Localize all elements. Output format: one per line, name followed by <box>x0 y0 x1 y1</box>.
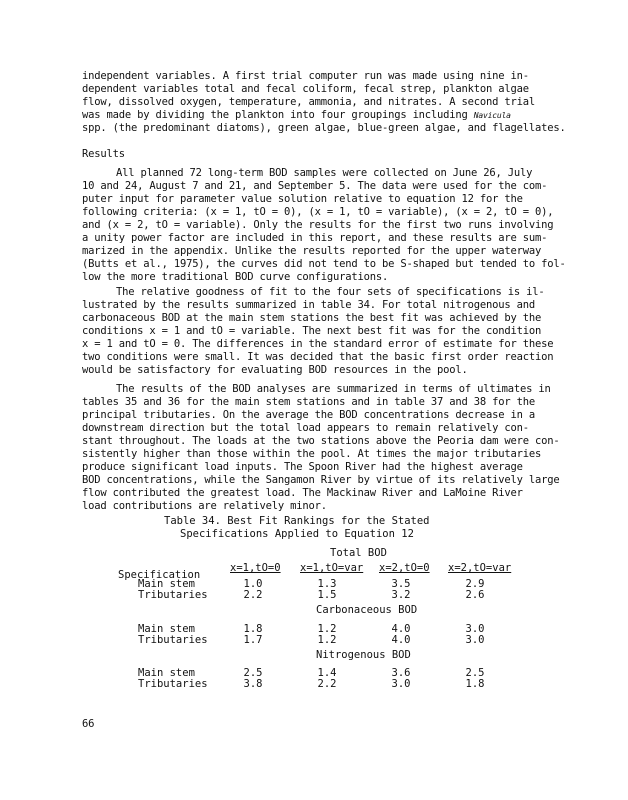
text-line: conditions x = 1 and tO = variable. The next best fit was for the condition <box>82 325 542 337</box>
table-cell: 2.9 <box>465 578 485 590</box>
table-cell: 3.2 <box>391 589 411 601</box>
text-line: dependent variables total and fecal coliform, fecal strep, plankton algae <box>82 83 529 95</box>
table-cell: 3.0 <box>465 634 485 646</box>
text-line: independent variables. A first trial computer run was made using nine in- <box>82 70 529 82</box>
text-line: principal tributaries. On the average the BOD concentrations decrease in a <box>82 409 535 421</box>
table-cell: 1.7 <box>243 634 263 646</box>
text-line: flow contributed the greatest load. The Mackinaw River and LaMoine River <box>82 487 523 499</box>
group-title: Carbonaceous BOD <box>316 604 418 616</box>
table-cell: 4.0 <box>391 634 411 646</box>
table-row <box>118 589 538 602</box>
intro-paragraph <box>82 70 566 135</box>
text-line: stant throughout. The loads at the two stations above the Peoria dam were con- <box>82 435 560 447</box>
text-line: load contributions are relatively minor. <box>82 500 327 512</box>
group-title: Nitrogenous BOD <box>316 649 411 661</box>
text-line: a unity power factor are included in this report, and these results are sum- <box>82 232 548 244</box>
text-line: two conditions were small. It was decided that the basic first order reaction <box>82 351 554 363</box>
text-line: spp. (the predominant diatoms), green algae, blue-green algae, and flagellates. <box>82 122 566 134</box>
column-header: x=2,tO=var <box>448 562 512 574</box>
table-cell: 3.0 <box>465 623 485 635</box>
results-paragraph-1 <box>82 167 566 284</box>
table-cell: 3.0 <box>391 678 411 690</box>
table-cell: 2.2 <box>317 678 337 690</box>
results-paragraph-3 <box>82 383 559 513</box>
text-line: low the more traditional BOD curve configurations. <box>82 271 389 283</box>
text-line: (Butts et al., 1975), the curves did not tend to be S-shaped but tended to fol- <box>82 258 566 270</box>
table-cell: 1.5 <box>317 589 337 601</box>
text-line: BOD concentrations, while the Sangamon River by virtue of its relatively large <box>82 474 560 486</box>
text-line <box>82 167 566 180</box>
row-label: Main stem <box>138 578 195 590</box>
table-cell: 1.3 <box>317 578 337 590</box>
table-cell: 3.8 <box>243 678 263 690</box>
text-line <box>82 286 553 299</box>
table-caption-line-1: Table 34. Best Fit Rankings for the Stated <box>164 515 430 527</box>
text-span: The results of the BOD analyses are summarized in terms of ultimates in <box>116 383 551 395</box>
text-line: flow, dissolved oxygen, temperature, ammonia, and nitrates. A second trial <box>82 96 535 108</box>
text-line: produce significant load inputs. The Spoon River had the highest average <box>82 461 523 473</box>
text-line: 10 and 24, August 7 and 21, and September 5. The data were used for the com- <box>82 180 548 192</box>
text-line: following criteria: (x = 1, tO = 0), (x = 1, tO = variable), (x = 2, tO = 0), <box>82 206 554 218</box>
text-line: marized in the appendix. Unlike the results reported for the upper waterway <box>82 245 542 257</box>
text-span: was made by dividing the plankton into four groupings including <box>82 109 468 121</box>
text-line: and (x = 2, tO = variable). Only the results for the first two runs involving <box>82 219 554 231</box>
page-number: 66 <box>82 718 95 730</box>
table-cell: 1.4 <box>317 667 337 679</box>
text-span: All planned 72 long-term BOD samples were collected on June 26, July <box>116 167 533 179</box>
table-cell: 4.0 <box>391 623 411 635</box>
table-caption-line-2: Specifications Applied to Equation 12 <box>180 528 414 540</box>
row-label: Tributaries <box>138 634 208 646</box>
table-cell: 2.5 <box>465 667 485 679</box>
text-line: would be satisfactory for evaluating BOD resources in the pool. <box>82 364 468 376</box>
text-line: carbonaceous BOD at the main stem stations the best fit was achieved by the <box>82 312 542 324</box>
text-line: puter input for parameter value solution relative to equation 12 for the <box>82 193 523 205</box>
table-cell: 1.2 <box>317 623 337 635</box>
column-header: x=1,tO=var <box>300 562 364 574</box>
table-34 <box>118 515 538 695</box>
text-line: sistently higher than those within the pool. At times the major tributaries <box>82 448 542 460</box>
row-label: Tributaries <box>138 678 208 690</box>
table-row <box>118 678 538 691</box>
section-heading: Results <box>82 148 125 160</box>
table-cell: 2.5 <box>243 667 263 679</box>
column-header: x=1,tO=0 <box>230 562 281 574</box>
specification-header: Specification <box>118 569 201 581</box>
text-line: lustrated by the results summarized in table 34. For total nitrogenous and <box>82 299 535 311</box>
row-label: Tributaries <box>138 589 208 601</box>
table-cell: 2.2 <box>243 589 263 601</box>
results-paragraph-2 <box>82 286 553 377</box>
table-cell: 1.0 <box>243 578 263 590</box>
italic-genus: Navicula <box>473 111 511 120</box>
table-cell: 3.5 <box>391 578 411 590</box>
table-row <box>118 634 538 647</box>
table-cell: 1.8 <box>243 623 263 635</box>
text-span: The relative goodness of fit to the four sets of specifications is il- <box>116 286 545 298</box>
row-label: Main stem <box>138 623 195 635</box>
text-line <box>82 383 559 396</box>
table-cell: 3.6 <box>391 667 411 679</box>
text-line: tables 35 and 36 for the main stem stations and in table 37 and 38 for the <box>82 396 535 408</box>
table-cell: 1.8 <box>465 678 485 690</box>
group-title: Total BOD <box>330 547 387 559</box>
table-cell: 2.6 <box>465 589 485 601</box>
text-line: downstream direction but the total load appears to remain relatively con- <box>82 422 529 434</box>
column-header: x=2,tO=0 <box>379 562 430 574</box>
text-line: x = 1 and tO = 0. The differences in the standard error of estimate for these <box>82 338 554 350</box>
table-cell: 1.2 <box>317 634 337 646</box>
text-line <box>82 109 566 122</box>
row-label: Main stem <box>138 667 195 679</box>
